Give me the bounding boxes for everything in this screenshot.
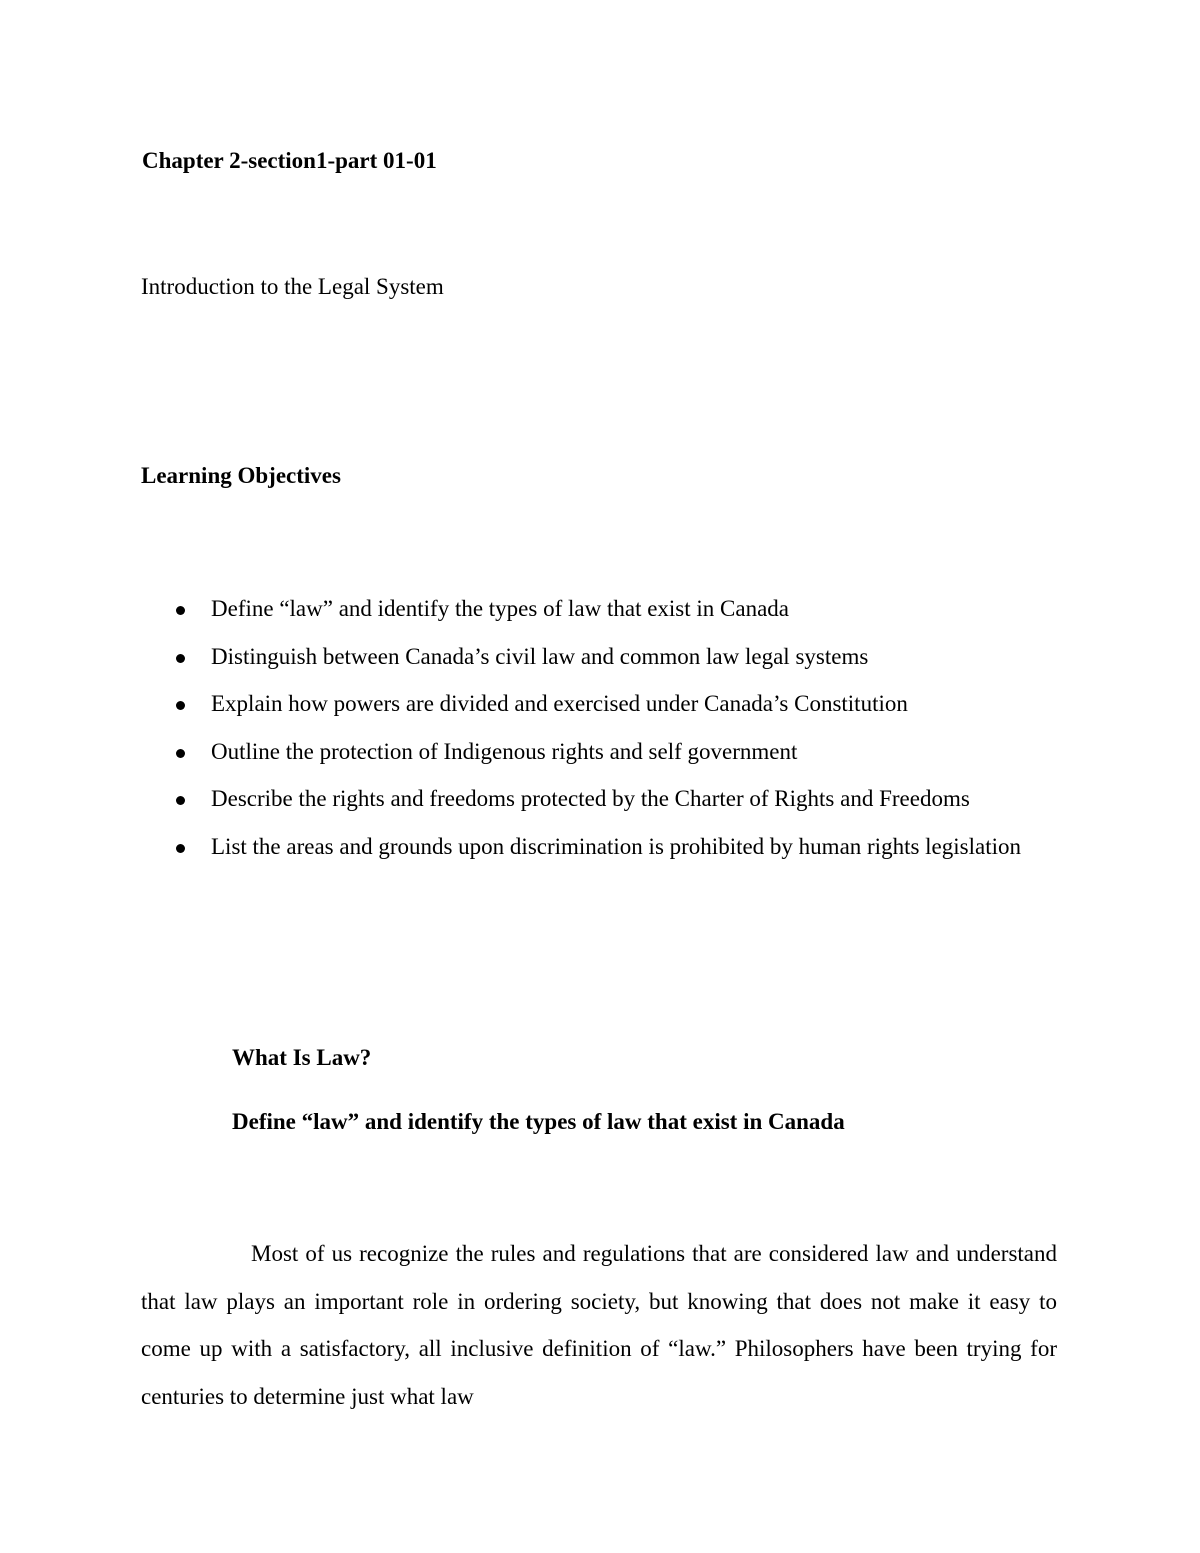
bullet-icon [176,701,185,710]
list-item [0,680,1058,728]
body-paragraph: Most of us recognize the rules and regulations that are considered law and understand that law plays an important role in ordering society, but knowing that does not make it easy to come up with a satisfactory, all inclusive definition of “law.” Philosophers have been trying for centuries to determine just what law [141,1241,1057,1409]
objective-text: Explain how powers are divided and exercised under Canada’s Constitution [211,691,908,716]
objective-text: Distinguish between Canada’s civil law and common law legal systems [211,643,869,669]
objective-text: Define “law” and identify the types of law that exist in Canada [211,596,789,621]
learning-objectives-list [0,585,1200,870]
objective-text: Outline the protection of Indigenous rights and self government [211,738,798,764]
objective-text: Describe the rights and freedoms protected by the Charter of Rights and Freedoms [211,786,970,811]
list-item [0,633,1058,681]
list-item [0,775,1058,823]
section-heading: What Is Law? [232,1045,372,1070]
learning-objectives-heading: Learning Objectives [141,463,341,488]
bullet-icon [176,654,185,663]
list-item [0,823,1058,871]
chapter-heading: Chapter 2-section1-part 01-01 [142,148,437,173]
document-subtitle: Introduction to the Legal System [141,274,444,299]
list-item [0,728,1058,776]
section-subheading: Define “law” and identify the types of law that exist in Canada [232,1109,845,1134]
bullet-icon [176,749,185,758]
bullet-icon [176,796,185,805]
list-item [0,585,1058,633]
objective-text: List the areas and grounds upon discrimination is prohibited by human rights legislation [211,833,1021,859]
bullet-icon [176,844,185,853]
bullet-icon [176,606,185,615]
